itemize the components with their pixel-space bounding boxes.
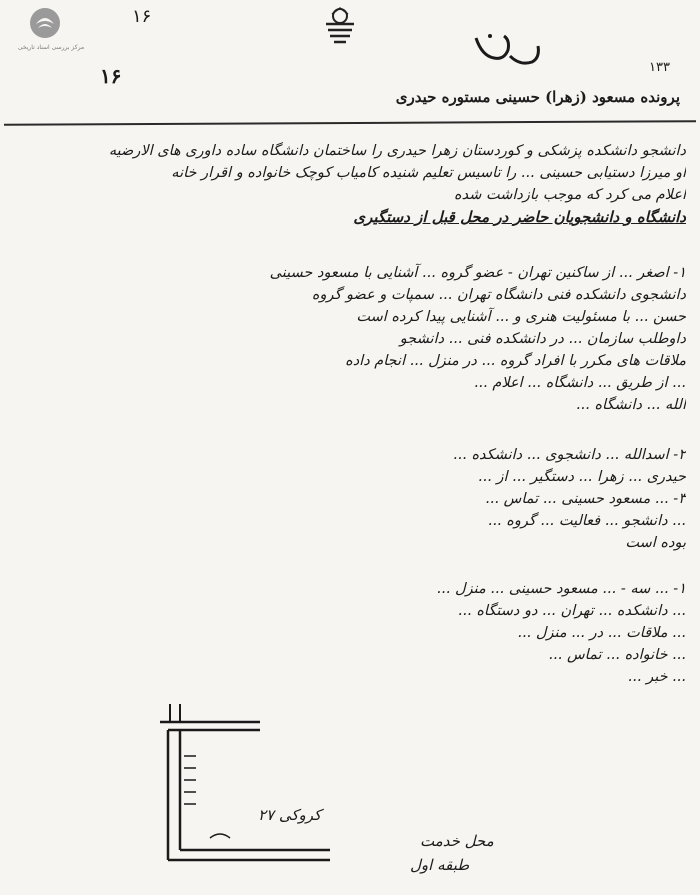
- paragraph-1: [6, 262, 686, 416]
- text-line: الله ... دانشگاه ...: [576, 397, 686, 413]
- text-line: حیدری ... زهرا ... دستگیر ... از ...: [478, 469, 686, 485]
- text-line: ۲- اسدالله ... دانشجوی ... دانشکده ...: [453, 447, 686, 463]
- section-heading: دانشگاه و دانشجویان حاضر در محل قبل از دستگیری: [353, 208, 686, 226]
- text-line: ۱- ... سه - ... مسعود حسینی ... منزل ...: [436, 581, 686, 597]
- paragraph-2: [6, 444, 686, 554]
- text-line: دانشجو دانشکده پزشکی و کوردستان زهرا حیدری را ساختمان دانشگاه ساده داوری های الارضیه: [108, 143, 686, 159]
- archive-watermark: [6, 6, 96, 56]
- ref-number-right: ۱۳۳: [649, 60, 670, 75]
- floor-sketch: [140, 700, 340, 890]
- ref-number-top: ۱۶: [132, 6, 152, 27]
- watermark-text: مرکز بررسی اسناد تاریخی: [17, 44, 85, 51]
- text-line: ... دانشکده ... تهران ... دو دستگاه ...: [457, 603, 686, 619]
- text-line: ... خانواده ... تماس ...: [548, 647, 686, 663]
- archive-logo-icon: [28, 6, 62, 40]
- paragraph-intro: [6, 140, 686, 228]
- text-line: اعلام می کرد که موجب بازداشت شده: [454, 187, 686, 203]
- paragraph-3: [6, 578, 686, 688]
- emblem-icon: [318, 4, 362, 48]
- text-line: دانشجوی دانشکده فنی دانشگاه تهران ... سمپات و عضو گروه: [311, 287, 686, 303]
- subject-line: پرونده مسعود (زهرا) حسینی مستوره حیدری: [395, 88, 680, 106]
- text-line: ۱- اصغر ... از ساکنین تهران - عضو گروه ... آشنایی با مسعود حسینی: [269, 265, 686, 281]
- text-line: بوده است: [625, 535, 686, 551]
- text-line: ملاقات های مکرر با افراد گروه ... در منزل ... انجام داده: [345, 353, 686, 369]
- sketch-label: کروکی ۲۷: [258, 806, 322, 824]
- text-line: ۳- ... مسعود حسینی ... تماس ...: [485, 491, 686, 507]
- text-line: ... از طریق ... دانشگاه ... اعلام ...: [473, 375, 686, 391]
- text-line: داوطلب سازمان ... در دانشکده فنی ... دانشجو: [399, 331, 686, 347]
- text-line: ... خبر ...: [627, 669, 686, 685]
- text-line: ... دانشجو ... فعالیت ... گروه ...: [487, 513, 686, 529]
- ref-number-left: ۱۶: [100, 64, 122, 88]
- footer-note-2: طبقه اول: [410, 856, 470, 874]
- text-line: ... ملاقات ... در ... منزل ...: [517, 625, 686, 641]
- text-line: او میرزا دستیابی حسینی ... را تاسیس تعلیم شنیده کامیاب کوچک خانواده و اقرار خانه: [171, 165, 686, 181]
- handwritten-mark-icon: [470, 28, 550, 76]
- text-line: حسن ... با مسئولیت هنری و ... آشنایی پیدا کرده است: [356, 309, 686, 325]
- footer-note-1: محل خدمت: [420, 832, 494, 850]
- divider: [4, 120, 696, 126]
